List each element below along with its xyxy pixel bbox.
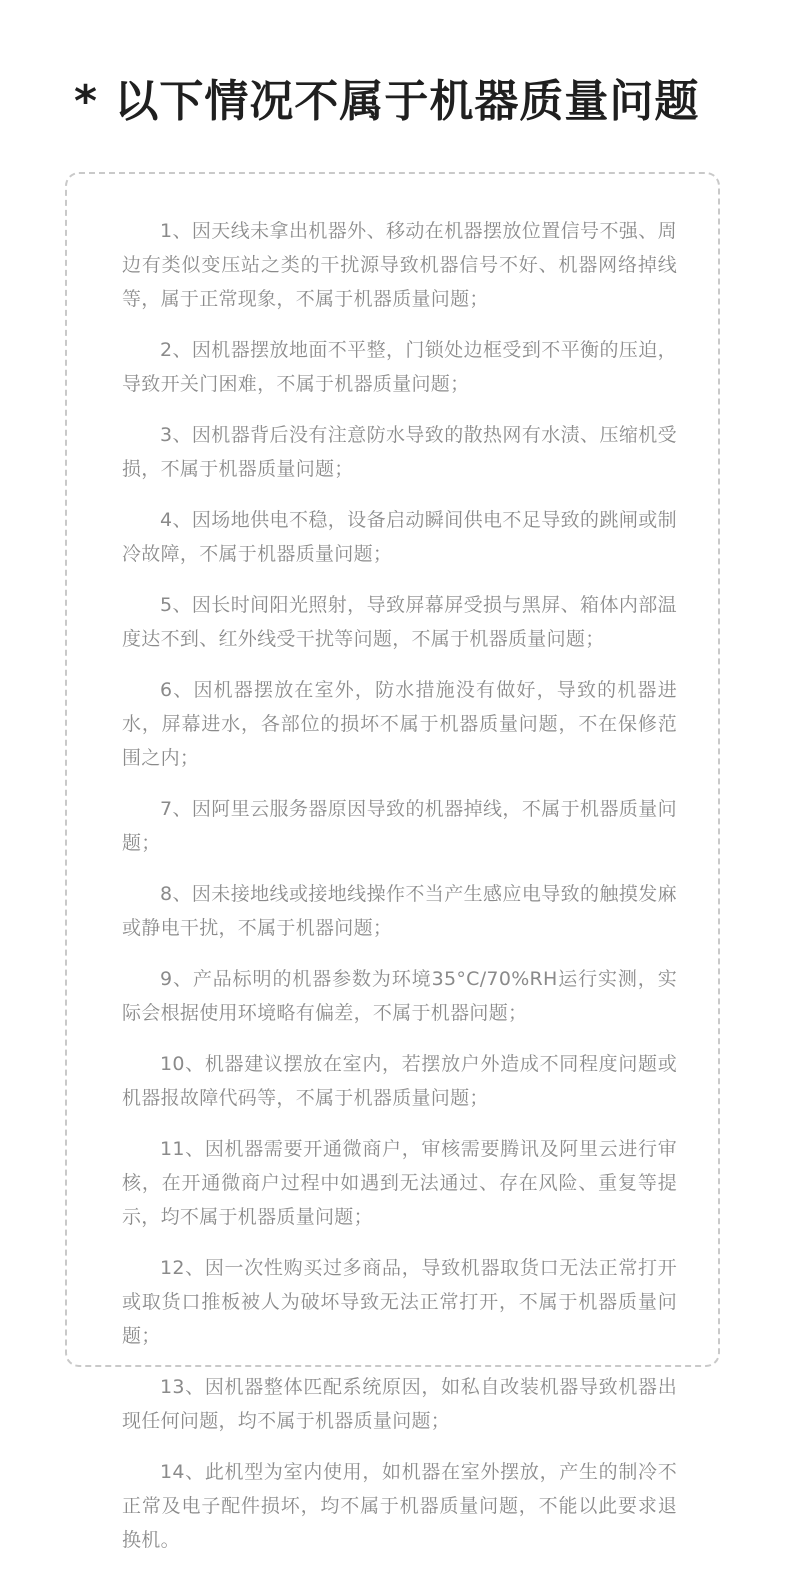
list-item: 11、因机器需要开通微商户，审核需要腾讯及阿里云进行审核，在开通微商户过程中如遇到无法通过、存在风险、重复等提示，均不属于机器质量问题；: [122, 1138, 677, 1228]
list-item: 7、因阿里云服务器原因导致的机器掉线，不属于机器质量问题；: [122, 798, 677, 854]
list-item: 6、因机器摆放在室外，防水措施没有做好，导致的机器进水，屏幕进水，各部位的损坏不属于机器质量问题，不在保修范围之内；: [122, 679, 677, 769]
list-item: 10、机器建议摆放在室内，若摆放户外造成不同程度问题或机器报故障代码等，不属于机器质量问题；: [122, 1053, 677, 1109]
list-item: 13、因机器整体匹配系统原因，如私自改装机器导致机器出现任何问题，均不属于机器质量问题；: [122, 1376, 677, 1432]
list-item: 9、产品标明的机器参数为环境35°C/70%RH运行实测，实际会根据使用环境略有偏差，不属于机器问题；: [122, 968, 677, 1024]
notice-list: [122, 214, 677, 1574]
list-item: 3、因机器背后没有注意防水导致的散热网有水渍、压缩机受损，不属于机器质量问题；: [122, 424, 677, 480]
list-item: 5、因长时间阳光照射，导致屏幕屏受损与黑屏、箱体内部温度达不到、红外线受干扰等问题，不属于机器质量问题；: [122, 594, 677, 650]
list-item: 12、因一次性购买过多商品，导致机器取货口无法正常打开或取货口推板被人为破坏导致无法正常打开，不属于机器质量问题；: [122, 1257, 677, 1347]
list-item: 2、因机器摆放地面不平整，门锁处边框受到不平衡的压迫，导致开关门困难，不属于机器质量问题；: [122, 339, 677, 395]
list-item: 8、因未接地线或接地线操作不当产生感应电导致的触摸发麻或静电干扰，不属于机器问题；: [122, 883, 677, 939]
page-title: * 以下情况不属于机器质量问题: [74, 76, 700, 127]
notice-box: [65, 172, 720, 1551]
list-item: 4、因场地供电不稳，设备启动瞬间供电不足导致的跳闸或制冷故障，不属于机器质量问题；: [122, 509, 677, 565]
list-item: 14、此机型为室内使用，如机器在室外摆放，产生的制冷不正常及电子配件损坏，均不属于机器质量问题，不能以此要求退换机。: [122, 1461, 677, 1551]
list-item: 1、因天线未拿出机器外、移动在机器摆放位置信号不强、周边有类似变压站之类的干扰源导致机器信号不好、机器网络掉线等，属于正常现象，不属于机器质量问题；: [122, 220, 677, 310]
